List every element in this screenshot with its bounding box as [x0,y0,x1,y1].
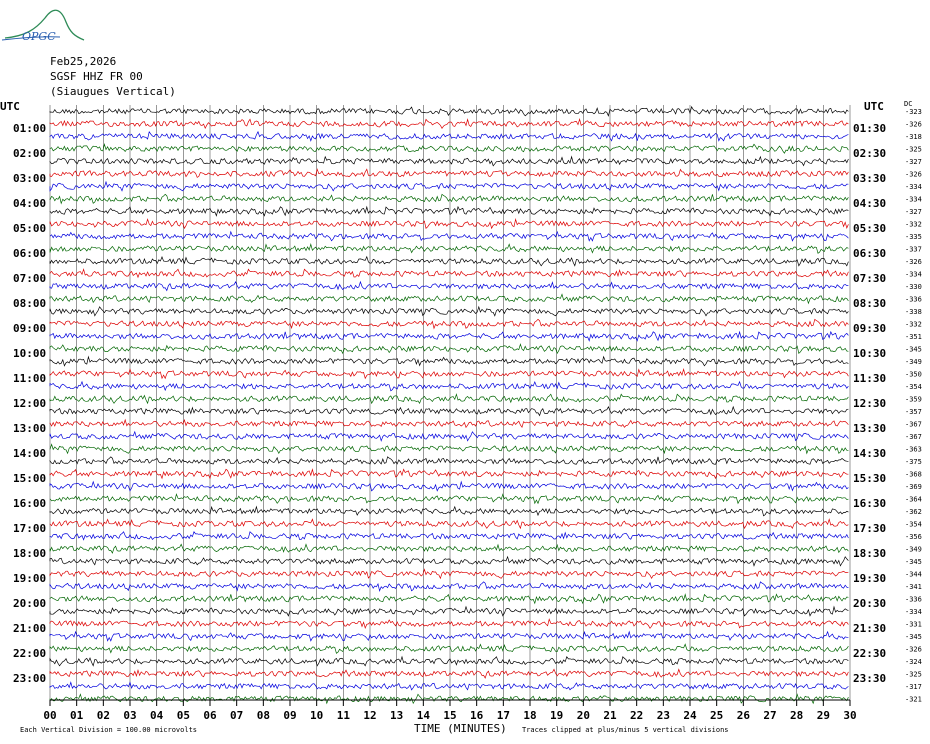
left-hour-label: 01:00 [13,122,47,135]
trace-row [50,219,848,228]
utc-label-right: UTC [864,100,884,113]
left-hour-label: 07:00 [13,272,47,285]
x-tick-label: 15 [443,709,457,722]
right-hour-label: 21:30 [853,622,887,635]
trace-row [50,107,848,116]
chart-station: SGSF HHZ FR 00 [50,70,143,83]
trace-row [50,382,848,391]
trace-row [50,420,848,428]
trace-row [50,319,848,328]
x-tick-label: 09 [283,709,297,722]
trace-row [50,157,848,166]
row-offset-label: -363 [905,445,922,454]
seismic-traces [50,107,848,704]
row-offset-label: -334 [905,607,922,616]
trace-row [50,407,848,416]
x-tick-label: 02 [96,709,110,722]
x-tick-label: 10 [310,709,324,722]
right-hour-label: 18:30 [853,547,887,560]
right-hour-label: 08:30 [853,297,887,310]
trace-row [50,194,848,203]
trace-row [50,482,848,491]
right-hour-label: 19:30 [853,572,887,585]
right-hour-label: 04:30 [853,197,887,210]
row-offset-label: -338 [905,307,922,316]
left-hour-label: 08:00 [13,297,47,310]
x-tick-label: 07 [230,709,244,722]
trace-row [50,557,848,566]
right-hour-label: 17:30 [853,522,887,535]
x-tick-label: 22 [630,709,644,722]
left-hour-label: 09:00 [13,322,47,335]
row-offset-label: -341 [905,582,922,591]
trace-row [50,694,848,703]
trace-row [50,657,848,666]
trace-row [50,532,848,540]
trace-row [50,519,848,528]
left-hour-label: 05:00 [13,222,47,235]
vertical-division-note: Each Vertical Division = 100.00 microvolts [20,726,198,734]
right-hour-label: 14:30 [853,447,887,460]
x-tick-label: 30 [843,709,857,722]
row-offset-label: -336 [905,295,922,304]
right-hour-label: 10:30 [853,347,887,360]
trace-row [50,582,848,591]
row-offset-label: -357 [905,407,922,416]
left-hour-label: 16:00 [13,497,47,510]
x-tick-label: 16 [470,709,484,722]
right-hour-labels [853,122,886,685]
trace-row [50,169,848,177]
row-offset-label: -334 [905,195,922,204]
x-tick-label: 04 [150,709,164,722]
trace-row [50,619,848,628]
row-offset-label: -359 [905,395,922,404]
row-offset-label: -344 [905,570,922,579]
right-hour-label: 05:30 [853,222,887,235]
right-hour-label: 12:30 [853,397,887,410]
x-tick-label: 00 [43,709,57,722]
trace-row [50,494,848,503]
right-hour-label: 02:30 [853,147,887,160]
trace-row [50,357,848,366]
row-offset-label: -326 [905,257,922,266]
right-hour-label: 16:30 [853,497,887,510]
x-tick-label: 08 [256,709,270,722]
left-hour-label: 02:00 [13,147,47,160]
row-offset-label: -369 [905,482,922,491]
trace-row [50,569,848,578]
row-offset-label: -356 [905,532,922,541]
trace-row [50,332,848,341]
trace-row [50,644,848,653]
left-hour-label: 19:00 [13,572,47,585]
x-tick-label: 17 [496,709,510,722]
trace-row [50,269,848,277]
chart-location: (Siaugues Vertical) [50,85,176,98]
row-offset-label: -368 [905,470,922,479]
left-hour-label: 17:00 [13,522,47,535]
x-tick-label: 25 [710,709,724,722]
x-tick-label: 23 [656,709,670,722]
left-hour-label: 03:00 [13,172,47,185]
right-hour-label: 13:30 [853,422,887,435]
trace-row [50,207,848,216]
left-hour-label: 21:00 [13,622,47,635]
left-hour-label: 23:00 [13,672,47,685]
row-offset-label: -345 [905,632,922,641]
left-hour-label: 13:00 [13,422,47,435]
left-hour-label: 14:00 [13,447,47,460]
row-offset-label: -332 [905,220,922,229]
x-tick-label: 20 [576,709,590,722]
x-tick-label: 03 [123,709,137,722]
x-tick-label: 26 [736,709,750,722]
trace-row [50,144,848,153]
x-tick-label: 21 [603,709,617,722]
row-offset-label: -318 [905,132,922,141]
chart-date: Feb25,2026 [50,55,117,68]
left-hour-label: 15:00 [13,472,47,485]
x-tick-label: 11 [336,709,350,722]
trace-row [50,344,848,353]
left-hour-label: 06:00 [13,247,47,260]
x-tick-label: 12 [363,709,377,722]
row-offset-label: -323 [905,107,922,116]
x-tick-label: 13 [390,709,404,722]
x-axis-ticks [43,700,856,722]
x-tick-label: 24 [683,709,697,722]
row-offset-label: -354 [905,520,922,529]
row-offset-label: -327 [905,207,922,216]
opgc-logo [2,10,84,43]
row-offset-label: -326 [905,170,922,179]
row-offset-label: -327 [905,157,922,166]
x-axis-label: TIME (MINUTES) [414,722,507,735]
trace-row [50,669,848,678]
x-tick-label: 06 [203,709,217,722]
x-tick-label: 19 [550,709,564,722]
right-hour-label: 06:30 [853,247,887,260]
right-hour-label: 22:30 [853,647,887,660]
clip-note: Traces clipped at plus/minus 5 vertical divisions [522,726,729,734]
row-offset-label: -351 [905,332,922,341]
row-offset-labels [905,108,922,704]
trace-row [50,232,848,241]
row-offset-label: -354 [905,382,922,391]
row-offset-label: -350 [905,370,922,379]
left-hour-label: 18:00 [13,547,47,560]
utc-label-left: UTC [0,100,20,113]
left-hour-label: 11:00 [13,372,47,385]
row-offset-label: -367 [905,420,922,429]
row-offset-label: -364 [905,495,922,504]
row-offset-label: -330 [905,282,922,291]
right-hour-label: 03:30 [853,172,887,185]
trace-row [50,369,848,378]
right-hour-label: 01:30 [853,122,887,135]
left-hour-label: 04:00 [13,197,47,210]
trace-row [50,294,848,303]
trace-row [50,182,848,191]
right-hour-label: 11:30 [853,372,887,385]
row-offset-label: -326 [905,120,922,129]
row-offset-label: -324 [905,657,922,666]
trace-row [50,544,848,553]
x-tick-label: 14 [416,709,430,722]
row-offset-label: -345 [905,345,922,354]
row-offset-label: -325 [905,145,922,154]
trace-row [50,132,848,141]
row-offset-label: -335 [905,232,922,241]
trace-row [50,307,848,316]
x-tick-label: 05 [176,709,190,722]
left-hour-label: 20:00 [13,597,47,610]
logo-text: OPGC [22,30,56,43]
trace-row [50,594,848,603]
trace-row [50,507,848,516]
trace-row [50,119,848,128]
trace-row [50,682,848,690]
row-offset-label: -349 [905,545,922,554]
row-offset-label: -326 [905,645,922,654]
row-offset-label: -349 [905,357,922,366]
row-offset-label: -375 [905,457,922,466]
row-offset-label: -334 [905,270,922,279]
offset-header: DC [904,100,913,108]
left-hour-label: 10:00 [13,347,47,360]
right-hour-label: 07:30 [853,272,887,285]
row-offset-label: -321 [905,695,922,704]
trace-row [50,257,848,266]
left-hour-label: 22:00 [13,647,47,660]
x-tick-label: 29 [816,709,830,722]
row-offset-label: -367 [905,432,922,441]
right-hour-label: 09:30 [853,322,887,335]
row-offset-label: -362 [905,507,922,516]
row-offset-label: -345 [905,557,922,566]
row-offset-label: -337 [905,245,922,254]
right-hour-label: 20:30 [853,597,887,610]
trace-row [50,394,848,403]
left-hour-label: 12:00 [13,397,47,410]
row-offset-label: -325 [905,670,922,679]
right-hour-label: 23:30 [853,672,887,685]
left-hour-labels [13,122,46,685]
trace-row [50,607,848,616]
trace-row [50,457,848,465]
trace-row [50,469,848,478]
trace-row [50,432,848,441]
trace-row [50,632,848,641]
row-offset-label: -334 [905,182,922,191]
row-offset-label: -336 [905,595,922,604]
x-tick-label: 28 [790,709,804,722]
row-offset-label: -331 [905,620,922,629]
right-hour-label: 15:30 [853,472,887,485]
row-offset-label: -332 [905,320,922,329]
x-tick-label: 01 [70,709,84,722]
x-tick-label: 27 [763,709,777,722]
row-offset-label: -317 [905,682,922,691]
trace-row [50,444,848,453]
x-tick-label: 18 [523,709,537,722]
trace-row [50,244,848,253]
trace-row [50,282,848,291]
